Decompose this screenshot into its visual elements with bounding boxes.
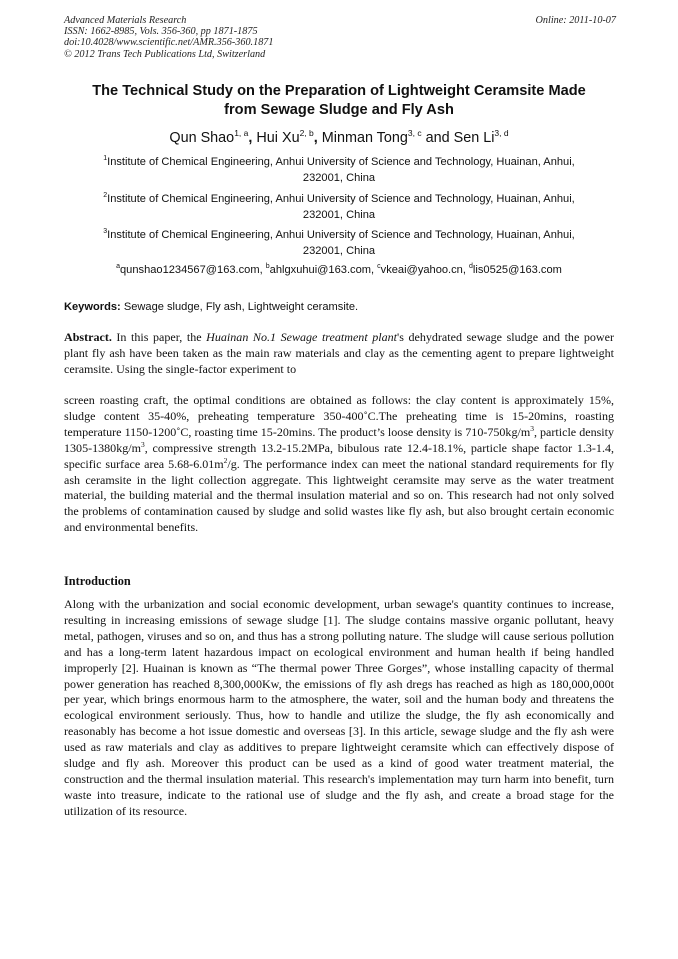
affiliation	[62, 155, 616, 186]
author-name: Hui Xu	[256, 130, 300, 146]
author-and: and	[425, 130, 450, 146]
author-list	[40, 129, 638, 147]
abstract-text: In this paper, the	[116, 330, 202, 344]
issn-line: ISSN: 1662-8985, Vols. 356-360, pp 1871-1875	[64, 26, 258, 38]
abstract-paragraph-2	[64, 393, 614, 536]
keywords-text: Sewage sludge, Fly ash, Lightweight ceramsite.	[123, 301, 359, 313]
abstract-paragraph-1	[64, 330, 614, 378]
email-address: lis0525@163.com	[472, 264, 562, 276]
superscript: 2	[223, 455, 228, 465]
email-address: vkeai@yahoo.cn	[380, 264, 463, 276]
keywords-label: Keywords:	[64, 301, 121, 313]
doi-line: doi:10.4028/www.scientific.net/AMR.356-360.1871	[64, 37, 274, 49]
superscript: 3	[140, 439, 145, 449]
author-separator: ,	[313, 130, 318, 146]
abstract-text: screen roasting craft, the optimal conditions are obtained as follows: the clay content is approximately 15%, sludge content 35-40%, preheating temperature 350-400˚C.The preheating time is 15-20mins, roasting temperature 1150-1200˚C, roasting time 15-20mins. The product’s loose density is 710-750kg/m	[64, 393, 614, 439]
email-sup: d	[469, 263, 473, 270]
abstract-italic-text: Huainan No.1 Sewage treatment plant	[206, 330, 398, 344]
email-sup: c	[377, 263, 381, 270]
affiliation-line: Institute of Chemical Engineering, Anhui University of Science and Technology, Huainan, Anhui,	[107, 156, 575, 168]
online-date: Online: 2011-10-07	[535, 15, 616, 26]
superscript: 3	[530, 423, 534, 433]
author-sup: 2, b	[299, 128, 314, 138]
email-sup: a	[116, 263, 121, 270]
affiliation-line: Institute of Chemical Engineering, Anhui University of Science and Technology, Huainan, Anhui,	[107, 229, 575, 241]
affiliation-number: 2	[103, 192, 108, 199]
section-heading-introduction: Introduction	[64, 574, 131, 588]
email-address: qunshao1234567@163.com	[120, 264, 260, 276]
author-name: Minman Tong	[321, 130, 408, 146]
title-line-1: The Technical Study on the Preparation of Lightweight Ceramsite Made	[92, 83, 586, 99]
paper-title	[50, 82, 628, 120]
email-sup: b	[265, 263, 270, 270]
abstract-text: /g. The performance index can meet the national standard requirements for fly ash ceramsite in the light collection aggregate. This lightweight ceramsite may serve as the water treatment material, the building material and the thermal insulation material and so on. This research had not only solved the problems of contamination caused by sludge and solid wastes like fly ash, but also brought certain economic and environmental benefits.	[64, 456, 614, 535]
affiliation-line: 232001, China	[302, 171, 376, 184]
affiliation	[62, 228, 616, 259]
affiliation-line: Institute of Chemical Engineering, Anhui University of Science and Technology, Huainan, Anhui,	[107, 193, 575, 205]
keywords	[64, 300, 618, 315]
affiliation-line: 232001, China	[302, 208, 376, 221]
affiliation-number: 1	[103, 155, 108, 162]
author-sup: 3, c	[407, 128, 422, 138]
journal-name: Advanced Materials Research	[64, 15, 187, 26]
abstract-label: Abstract.	[64, 330, 112, 344]
introduction-paragraph: Along with the urbanization and social economic development, urban sewage's quantity continues to increase, resulting in increasing emissions of sewage sludge [1]. The sludge contains massive organic pollutant, heavy metal, pathogen, viruses and so on, and thus has a strong polluting nature. The sludge will cause serious pollution and has a long-term latent hazardous impact on ecological environment and human health if being handled improperly [2]. Huainan is known as “The thermal power Three Gorges”, whose installing capacity of thermal power generation has reached 8,300,000Kw, the emissions of fly ash dregs has reached as high as 180,000,000t per year, which brings enormous harm to the atmosphere, the water, soil and the human body and threatens the ecological environment seriously. Thus, how to handle and utilize the sludge, the fly ash economically and reasonably has become a hot issue domestic and overseas [3]. In this article, sewage sludge and the fly ash were used as raw materials and clay as additives to prepare lightweight ceramsite which can effectively dispose of sludge and fly ash. Moreover this product can be used as a kind of good water treatment material, the construction and the thermal insulation material. This research's implementation may turn harm into benefit, turn waste into treasure, indicate to the rational use of sludge and the fly ash, and create a broad stage for the utilization of its resource.	[64, 597, 614, 818]
abstract-text: 's dehydrated sewage sludge and the power plant fly ash have been taken as the main raw materials and clay as the cementing agent to prepare lightweight ceramsite. Using the single-factor experiment to	[64, 330, 614, 376]
copyright-line: © 2012 Trans Tech Publications Ltd, Switzerland	[64, 48, 266, 60]
journal-header	[64, 15, 616, 60]
author-sup: 1, a	[234, 128, 249, 138]
email-address: ahlgxuhui@163.com	[269, 264, 371, 276]
email-list: $^a$qunshao1234567@163.com, $^b$ahlgxuhui@163.com, $^c$vkeai@yahoo.cn, $^d$lis0525@163.com	[116, 263, 562, 276]
author-name: Sen Li	[453, 130, 495, 146]
abstract-text: , particle density 1305-1380kg/m	[64, 424, 614, 455]
abstract-text: , compressive strength 13.2-15.2MPa, bibulous rate 12.4-18.1%, particle shape factor 1.3-1.4, specific surface area 5.68-6.01m	[64, 440, 614, 471]
affiliation-number: 3	[103, 228, 108, 235]
author-separator: ,	[248, 130, 253, 146]
author-sup: 3, d	[494, 128, 509, 138]
affiliation-line: 232001, China	[302, 244, 376, 257]
affiliation	[62, 192, 616, 223]
title-line-2: from Sewage Sludge and Fly Ash	[224, 102, 454, 118]
author-name: Qun Shao	[169, 130, 235, 146]
